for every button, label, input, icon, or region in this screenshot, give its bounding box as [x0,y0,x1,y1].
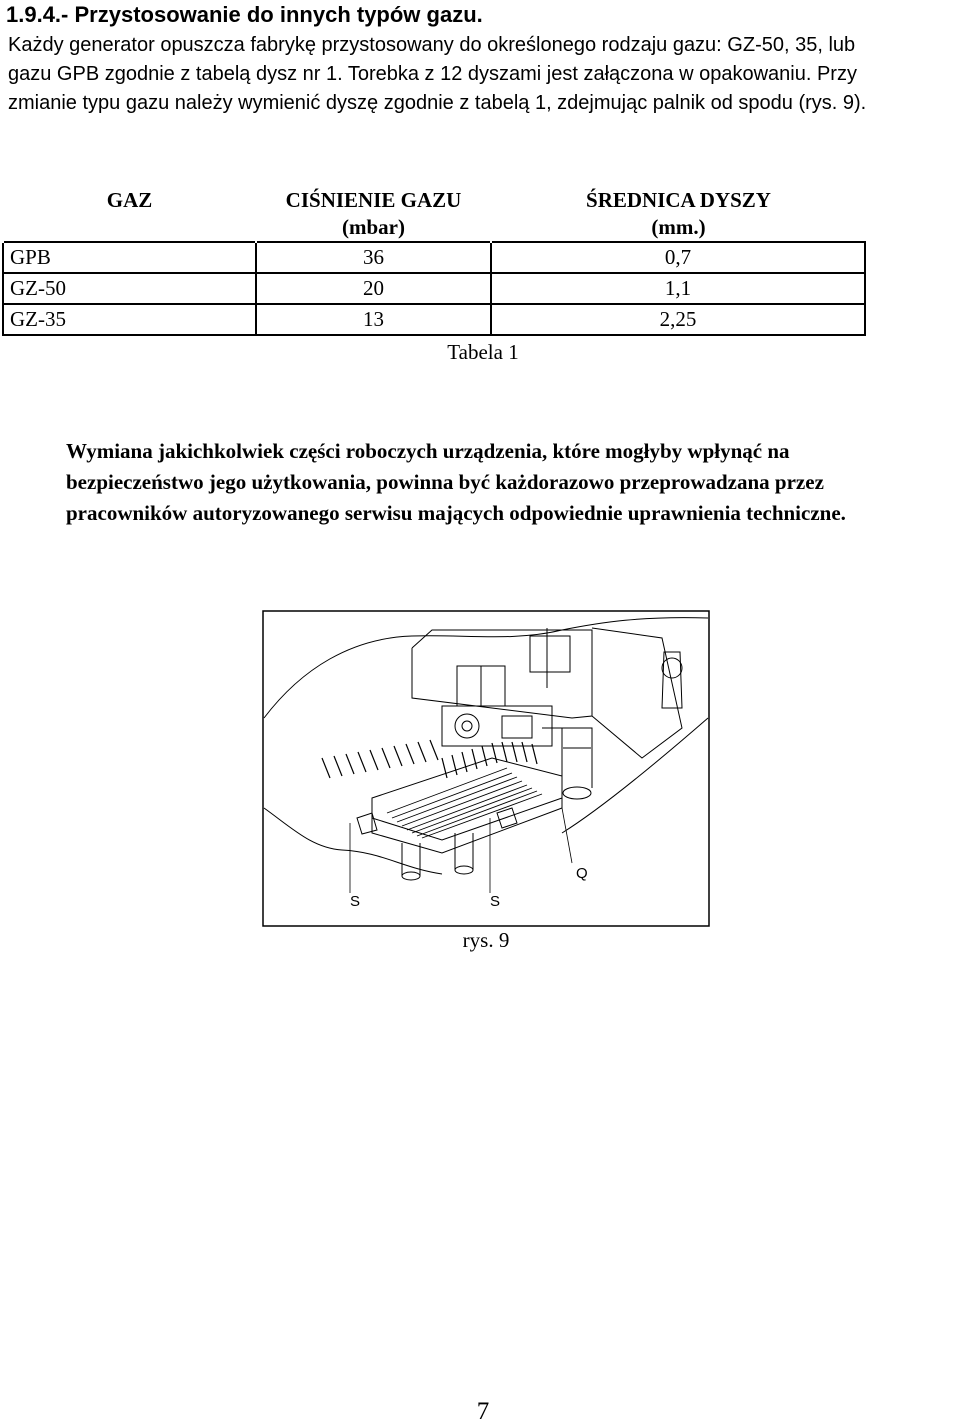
cell-pressure: 20 [256,273,491,304]
table-caption: Tabela 1 [447,340,519,364]
burner-diagram [262,608,710,928]
cell-pressure: 13 [256,304,491,335]
cell-diameter: 1,1 [491,273,865,304]
section-heading: 1.9.4.- Przystosowanie do innych typów gazu. [6,2,483,27]
cell-gas: GZ-35 [3,304,256,335]
figure-label-s2: S [490,893,501,910]
nozzle-table [2,187,866,336]
table-row [3,273,865,304]
figure-label-q: Q [576,865,588,882]
table-header-row [3,187,865,242]
intro-line: gazu GPB zgodnie z tabelą dysz nr 1. Torebka z 12 dyszami jest załączona w opakowaniu. Przy [8,63,857,85]
warning-line: pracowników autoryzowanego serwisu mających odpowiednie uprawnienia techniczne. [66,501,846,525]
header-gas: GAZ [3,187,256,242]
header-pressure: CIŚNIENIE GAZU (mbar) [256,187,491,242]
intro-paragraph [8,31,958,118]
figure-caption: rys. 9 [462,928,510,952]
figure-label-s1: S [350,893,361,910]
cell-gas: GPB [3,242,256,273]
cell-gas: GZ-50 [3,273,256,304]
warning-line: bezpieczeństwo jego użytkowania, powinna być każdorazowo przeprowadzana przez [66,470,824,494]
warning-line: Wymiana jakichkolwiek części roboczych urządzenia, które mogłyby wpłynąć na [66,439,790,463]
header-diameter: ŚREDNICA DYSZY (mm.) [491,187,865,242]
cell-pressure: 36 [256,242,491,273]
cell-diameter: 0,7 [491,242,865,273]
cell-diameter: 2,25 [491,304,865,335]
warning-paragraph [66,436,960,529]
page-number: 7 [476,1398,490,1425]
intro-line: zmianie typu gazu należy wymienić dyszę zgodnie z tabelą 1, zdejmując palnik od spodu (rys. 9). [8,92,867,114]
intro-line: Każdy generator opuszcza fabrykę przystosowany do określonego rodzaju gazu: GZ-50, 35, lub [8,34,856,56]
table-row [3,242,865,273]
table-row [3,304,865,335]
